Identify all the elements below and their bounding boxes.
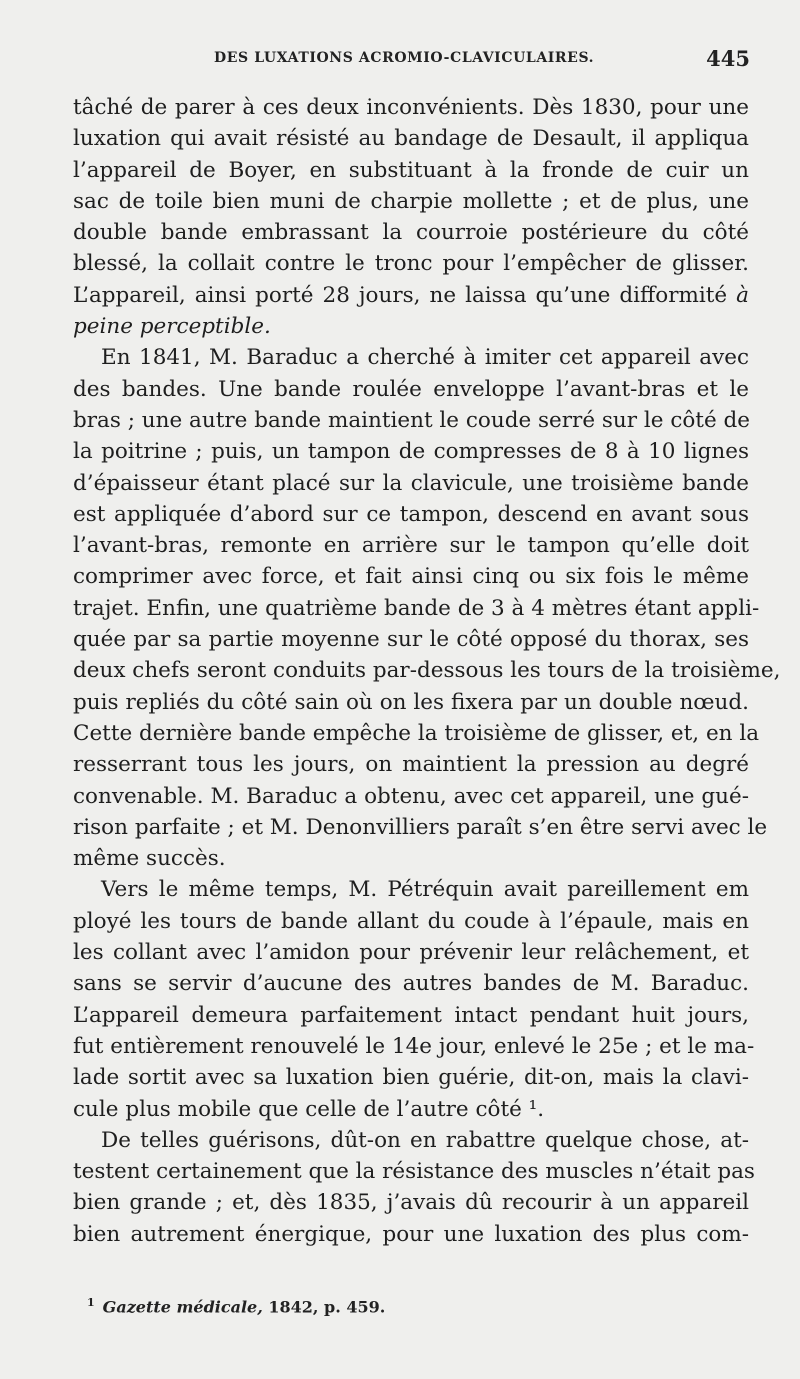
text-line-content: comprimer avec force, et fait ainsi cinq ou six fois le même xyxy=(73,564,749,590)
text-line-content: est appliquée d’abord sur ce tampon, descend en avant sous xyxy=(73,501,749,527)
footnote-reference: 1842, p. 459. xyxy=(268,1297,386,1317)
text-line-content: De telles guérisons, dût-on en rabattre quelque chose, at- xyxy=(101,1127,749,1153)
text-line xyxy=(73,593,760,624)
text-line-content: d’épaisseur étant placé sur la clavicule, une troisième bande xyxy=(73,470,749,496)
text-line xyxy=(73,906,749,937)
text-line-content: Cette dernière bande empêche la troisième de glisser, et, en la xyxy=(73,720,760,746)
text-line xyxy=(73,123,749,154)
text-line xyxy=(73,1156,755,1187)
text-line xyxy=(73,186,749,217)
text-line-content: quée par sa partie moyenne sur le côté opposé du thorax, ses xyxy=(73,627,749,653)
text-line xyxy=(73,280,749,311)
text-line-content: L’appareil, ainsi porté 28 jours, ne laissa qu’une difformité xyxy=(73,282,728,308)
text-line-content: trajet. Enfin, une quatrième bande de 3 à 4 mètres étant appli- xyxy=(73,595,760,621)
text-line-content: la poitrine ; puis, un tampon de compresses de 8 à 10 lignes xyxy=(73,439,749,465)
text-line-content: deux chefs seront conduits par-dessous les tours de la troisième, xyxy=(73,658,781,684)
text-line xyxy=(73,311,749,342)
text-line xyxy=(73,1219,749,1250)
text-line-content: des bandes. Une bande roulée enveloppe l’avant-bras et le xyxy=(73,376,749,402)
text-line-content: tâché de parer à ces deux inconvénients. Dès 1830, pour une xyxy=(73,95,749,120)
text-line xyxy=(73,1094,749,1125)
text-line-content: En 1841, M. Baraduc a cherché à imiter cet appareil avec xyxy=(101,345,749,371)
text-line-content: testent certainement que la résistance des muscles n’était pas xyxy=(73,1159,755,1185)
text-line xyxy=(73,248,749,279)
footnote xyxy=(87,1296,385,1316)
text-line-content: bras ; une autre bande maintient le coude serré sur le côté de xyxy=(73,407,750,433)
text-line-content: bien autrement énergique, pour une luxation des plus com- xyxy=(73,1221,749,1247)
text-line xyxy=(73,655,781,686)
text-line xyxy=(73,968,749,999)
text-line xyxy=(73,1187,749,1218)
text-line xyxy=(73,781,749,812)
text-line-content: blessé, la collait contre le tronc pour l’empêcher de glisser. xyxy=(73,251,749,277)
text-line-content: resserrant tous les jours, on maintient la pression au degré xyxy=(73,752,749,778)
text-line xyxy=(73,155,749,186)
text-line xyxy=(73,436,749,467)
page-number: 445 xyxy=(706,46,750,71)
text-line xyxy=(73,874,749,905)
text-line xyxy=(73,624,749,655)
text-line xyxy=(73,530,749,561)
text-line xyxy=(73,499,749,530)
text-line-content: fut entièrement renouvelé le 14e jour, enlevé le 25e ; et le ma- xyxy=(73,1033,755,1059)
text-line-content: sans se servir d’aucune des autres bandes de M. Baraduc. xyxy=(73,971,749,997)
page-header xyxy=(0,46,800,80)
footnote-title: Gazette médicale, xyxy=(102,1297,263,1317)
text-line-content: l’appareil de Boyer, en substituant à la fronde de cuir un xyxy=(73,157,749,183)
text-line xyxy=(73,468,749,499)
text-line xyxy=(73,92,749,123)
text-line-content: ployé les tours de bande allant du coude à l’épaule, mais en xyxy=(73,908,749,934)
text-line xyxy=(73,342,749,373)
text-line-content: bien grande ; et, dès 1835, j’avais dû recourir à un appareil xyxy=(73,1190,749,1216)
text-line xyxy=(73,937,749,968)
text-line-content: puis repliés du côté sain où on les fixera par un double nœud. xyxy=(73,689,749,715)
running-title: DES LUXATIONS ACROMIO-CLAVICULAIRES. xyxy=(214,50,595,66)
text-line xyxy=(73,749,749,780)
italic-text: à xyxy=(736,282,749,308)
text-line-content: rison parfaite ; et M. Denonvilliers paraît s’en être servi avec le xyxy=(73,814,768,840)
text-line xyxy=(73,1062,749,1093)
text-line xyxy=(73,1000,749,1031)
text-line xyxy=(73,374,749,405)
text-line-content: cule plus mobile que celle de l’autre côté ¹. xyxy=(73,1096,545,1122)
italic-text: peine perceptible. xyxy=(73,314,271,340)
text-line-content: lade sortit avec sa luxation bien guérie, dit-on, mais la clavi- xyxy=(73,1065,749,1091)
text-line xyxy=(73,217,749,248)
text-line-content: L’appareil demeura parfaitement intact pendant huit jours, xyxy=(73,1002,749,1028)
text-line xyxy=(73,405,749,436)
text-line-content: l’avant-bras, remonte en arrière sur le tampon qu’elle doit xyxy=(73,533,749,559)
text-line-content: sac de toile bien muni de charpie mollette ; et de plus, une xyxy=(73,188,749,214)
text-line-content: convenable. M. Baraduc a obtenu, avec cet appareil, une gué- xyxy=(73,783,749,809)
text-line xyxy=(73,812,768,843)
text-line xyxy=(73,1031,755,1062)
text-line xyxy=(73,718,760,749)
text-line xyxy=(73,687,749,718)
text-line-content: luxation qui avait résisté au bandage de Desault, il appliqua xyxy=(73,126,749,152)
footnote-mark: 1 xyxy=(87,1296,95,1309)
text-line xyxy=(73,561,749,592)
text-line-content: double bande embrassant la courroie postérieure du côté xyxy=(73,220,749,246)
text-line-content: même succès. xyxy=(73,846,226,872)
text-line-content: les collant avec l’amidon pour prévenir leur relâchement, et xyxy=(73,940,749,966)
text-line xyxy=(73,843,749,874)
text-line xyxy=(73,1125,749,1156)
body-text xyxy=(73,92,781,1250)
text-line-content: Vers le même temps, M. Pétréquin avait pareillement em xyxy=(101,877,749,903)
